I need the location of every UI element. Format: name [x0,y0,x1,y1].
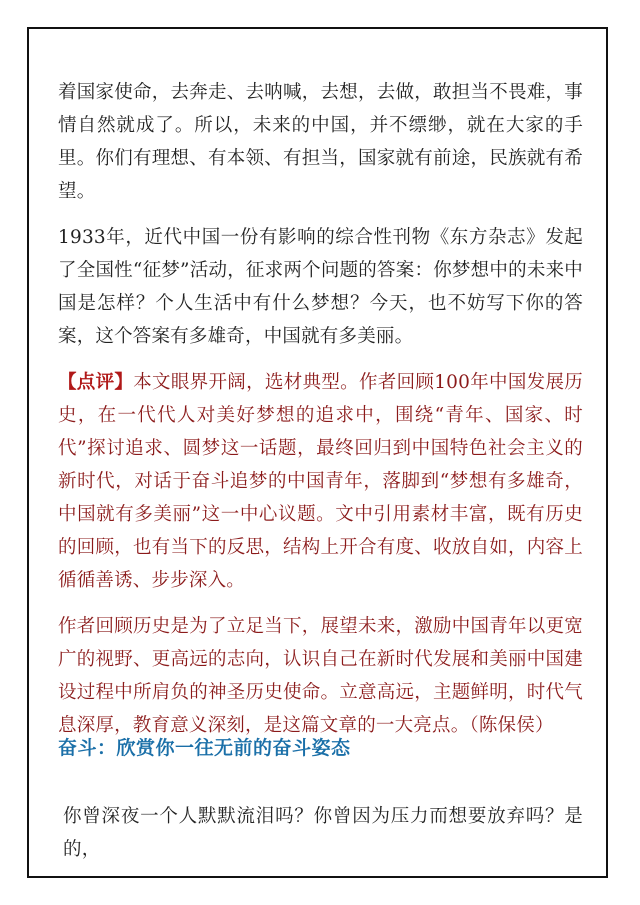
paragraph-national-mission: 着国家使命，去奔走、去呐喊，去想，去做，敢担当不畏难，事情自然就成了。所以，未来的中国，并不缥缈，就在大家的手里。你们有理想、有本领、有担当，国家就有前途，民族就有希望。 [58,82,583,202]
commentary-text: 本文眼界开阔，选材典型。作者回顾100年中国发展历史，在一代代人对美好梦想的追求中，围绕“青年、国家、时代”探讨追求、圆梦这一话题，最终回归到中国特色社会主义的新时代，对话于奋斗追梦的中国青年，落脚到“梦想有多雄奇，中国就有多美丽”这一中心议题。文中引用素材丰富，既有历史的回顾，也有当下的反思，结构上开合有度、收放自如，内容上循循善诱、步步深入。 [58,372,583,591]
paragraph-commentary [58,366,583,597]
paragraph-dream-campaign-1933: 1933年，近代中国一份有影响的综合性刊物《东方杂志》发起了全国性“征梦”活动，征求两个问题的答案：你梦想中的未来中国是怎样？个人生活中有什么梦想？今天，也不妨写下你的答案，这个答案有多雄奇，中国就有多美丽。 [58,227,583,347]
article-body [58,76,583,742]
paragraph-commentary-conclusion: 作者回顾历史是为了立足当下，展望未来，激励中国青年以更宽广的视野、更高远的志向，认识自己在新时代发展和美丽中国建设过程中所肩负的神圣历史使命。立意高远，主题鲜明，时代气息深厚，教育意义深刻，是这篇文章的一大亮点。（陈保侯） [58,616,583,736]
commentary-tag: 【点评】 [58,372,134,393]
paragraph-struggle-intro: 你曾深夜一个人默默流泪吗？你曾因为压力而想要放弃吗？是的， [63,806,583,860]
section-heading: 奋斗：欣赏你一往无前的奋斗姿态 [58,737,351,759]
